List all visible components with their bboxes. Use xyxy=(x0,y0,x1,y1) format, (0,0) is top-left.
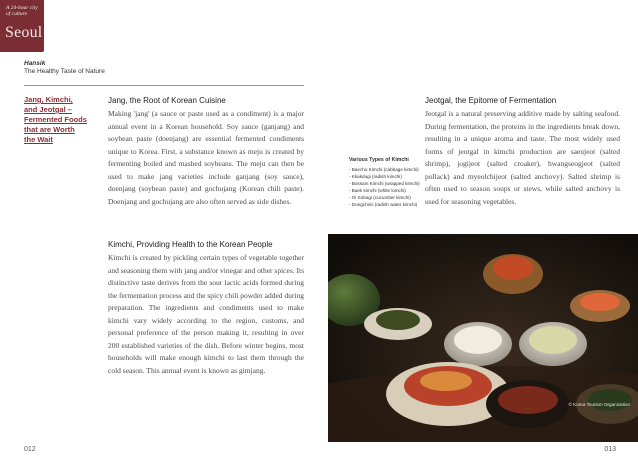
jeotgal-heading: Jeotgal, the Epitome of Fermentation xyxy=(425,96,557,105)
jang-heading: Jang, the Root of Korean Cuisine xyxy=(108,96,226,105)
article-jang xyxy=(108,96,304,208)
article-kimchi xyxy=(108,240,304,377)
kimchi-table-illustration xyxy=(328,234,638,442)
section-divider xyxy=(24,85,304,86)
jang-body: Making 'jang' (a sauce or paste used as a condiment) is a major annual event in a Korean household. Soy sauce (ganjang) and soybean paste (doenjang) are essential fermented condiments unique to Korea. First, a substance known as meju is created by fermenting boiled and mashed soybeans. The meju can then be used to make jang varieties include ganjang (soy sauce), doenjang (soybean paste) and gochujang (Korean chili paste). Doenjang and gochujang are also often served as side dishes. xyxy=(108,109,304,206)
seoul-logo xyxy=(0,0,44,52)
kimchi-type-item: - Kkakdugi (radish kimchi) xyxy=(349,174,402,179)
kimchi-types-list xyxy=(349,157,423,208)
logo-tagline: A 24-hour city of culture xyxy=(6,5,38,17)
kimchi-body: Kimchi is created by pickling certain types of vegetable together and seasoning them with jang and/or vinegar and other spices. Its distinctive taste derives from the sour lactic acids formed during the fermentation process and the spicy chili powder added during preparation. The ingredients and condiments used to make kimchi vary widely according to the region, customs, and personal preference of the person making it, resulting in over 200 established varieties of the dish. Before winter begins, most households will make enough kimchi to last them through the cold season. This annual event is known as gimjang. xyxy=(108,253,304,375)
kimchi-type-item: - Oi Sobagi (cucumber kimchi) xyxy=(349,195,411,200)
kimchi-type-item: - Dongchimi (radish water kimchi) xyxy=(349,202,418,207)
chapter-title: Jang, Kimchi, and Jeotgal – Fermented Foods that are Worth the Wait xyxy=(24,95,87,144)
kimchi-types-heading: Various Types of Kimchi xyxy=(349,157,409,163)
page-number-right: 013 xyxy=(604,446,616,453)
kimchi-type-item: - Baek kimchi (white kimchi) xyxy=(349,188,406,193)
kimchi-heading: Kimchi, Providing Health to the Korean People xyxy=(108,240,273,249)
logo-name: Seoul xyxy=(5,24,43,41)
section-header xyxy=(24,60,105,76)
article-jeotgal xyxy=(425,96,620,208)
section-subtitle: The Healthy Taste of Nature xyxy=(24,68,105,75)
kimchi-table-photo xyxy=(328,234,638,442)
kimchi-type-item: - Bossam Kimchi (wrapped kimchi) xyxy=(349,181,420,186)
section-title: Hansik xyxy=(24,60,46,67)
page-number-left: 012 xyxy=(24,446,36,453)
jeotgal-body: Jeotgal is a natural preserving additive made by salting seafood. During fermentation, the proteins in the ingredients break down, resulting in a unique aroma and taste. The most widely used forms of jeotgal in kimchi production are saeujeot (salted shrimp), jogijeot (salted croaker), hwangseogjeot (salted pollack) and myeolchijeot (salted anchovy). Salted shrimp is often used to season soups or stews, while salted anchovy is used for seasoning vegetables. xyxy=(425,109,620,206)
photo-credit: © Korea Tourism Organization xyxy=(568,402,630,407)
kimchi-type-item: - Baechu Kimchi (cabbage kimchi) xyxy=(349,167,419,172)
